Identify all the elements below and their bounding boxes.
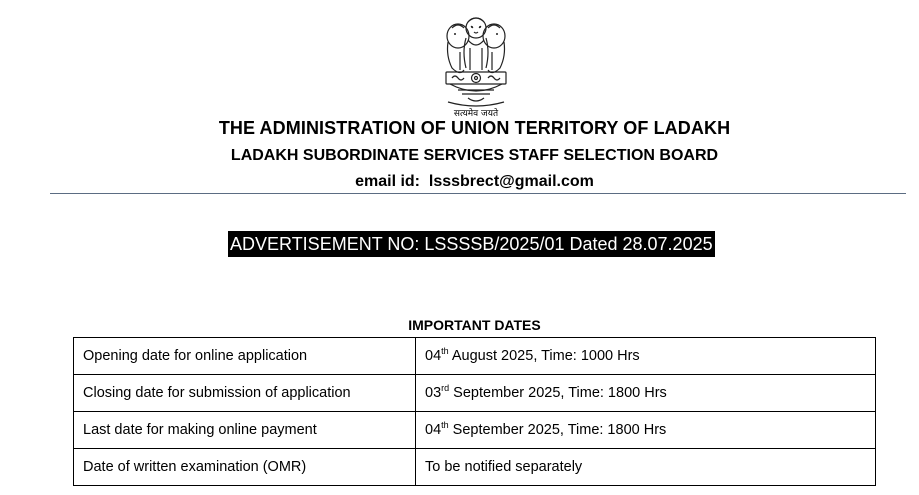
date-suffix: th <box>441 420 449 430</box>
date-value <box>416 449 876 486</box>
date-label: Last date for making online payment <box>74 412 416 449</box>
date-rest: August 2025, Time: 1000 Hrs <box>448 348 640 364</box>
date-label: Opening date for online application <box>74 338 416 375</box>
date-day: 04 <box>425 348 442 364</box>
date-value <box>416 338 876 375</box>
date-value <box>416 412 876 449</box>
advertisement-number: ADVERTISEMENT NO: LSSSSB/2025/01 Dated 28.07.2025 <box>228 231 715 257</box>
email-address: lsssbrect@gmail.com <box>428 173 594 190</box>
date-day: 04 <box>425 422 442 438</box>
table-row <box>74 375 876 412</box>
page-title: THE ADMINISTRATION OF UNION TERRITORY OF LADAKH <box>218 118 731 138</box>
date-rest: September 2025, Time: 1800 Hrs <box>449 385 667 401</box>
date-day: 03 <box>425 385 442 401</box>
emblem-motto: सत्यमेव जयते <box>453 109 499 119</box>
table-row <box>74 449 876 486</box>
important-dates-heading: IMPORTANT DATES <box>408 317 541 333</box>
header-divider <box>50 193 906 194</box>
date-value <box>416 375 876 412</box>
date-label: Date of written examination (OMR) <box>74 449 416 486</box>
board-name: LADAKH SUBORDINATE SERVICES STAFF SELECTION BOARD <box>230 147 719 164</box>
email-label: email id: <box>355 173 420 190</box>
table-row <box>74 412 876 449</box>
date-suffix: rd <box>441 383 450 393</box>
date-rest: To be notified separately <box>425 459 583 475</box>
date-label: Closing date for submission of application <box>74 375 416 412</box>
email-line <box>0 173 919 191</box>
date-suffix: th <box>441 346 449 356</box>
table-row <box>74 338 876 375</box>
date-rest: September 2025, Time: 1800 Hrs <box>448 422 667 438</box>
national-emblem-icon <box>438 12 514 120</box>
important-dates-table <box>73 337 876 486</box>
